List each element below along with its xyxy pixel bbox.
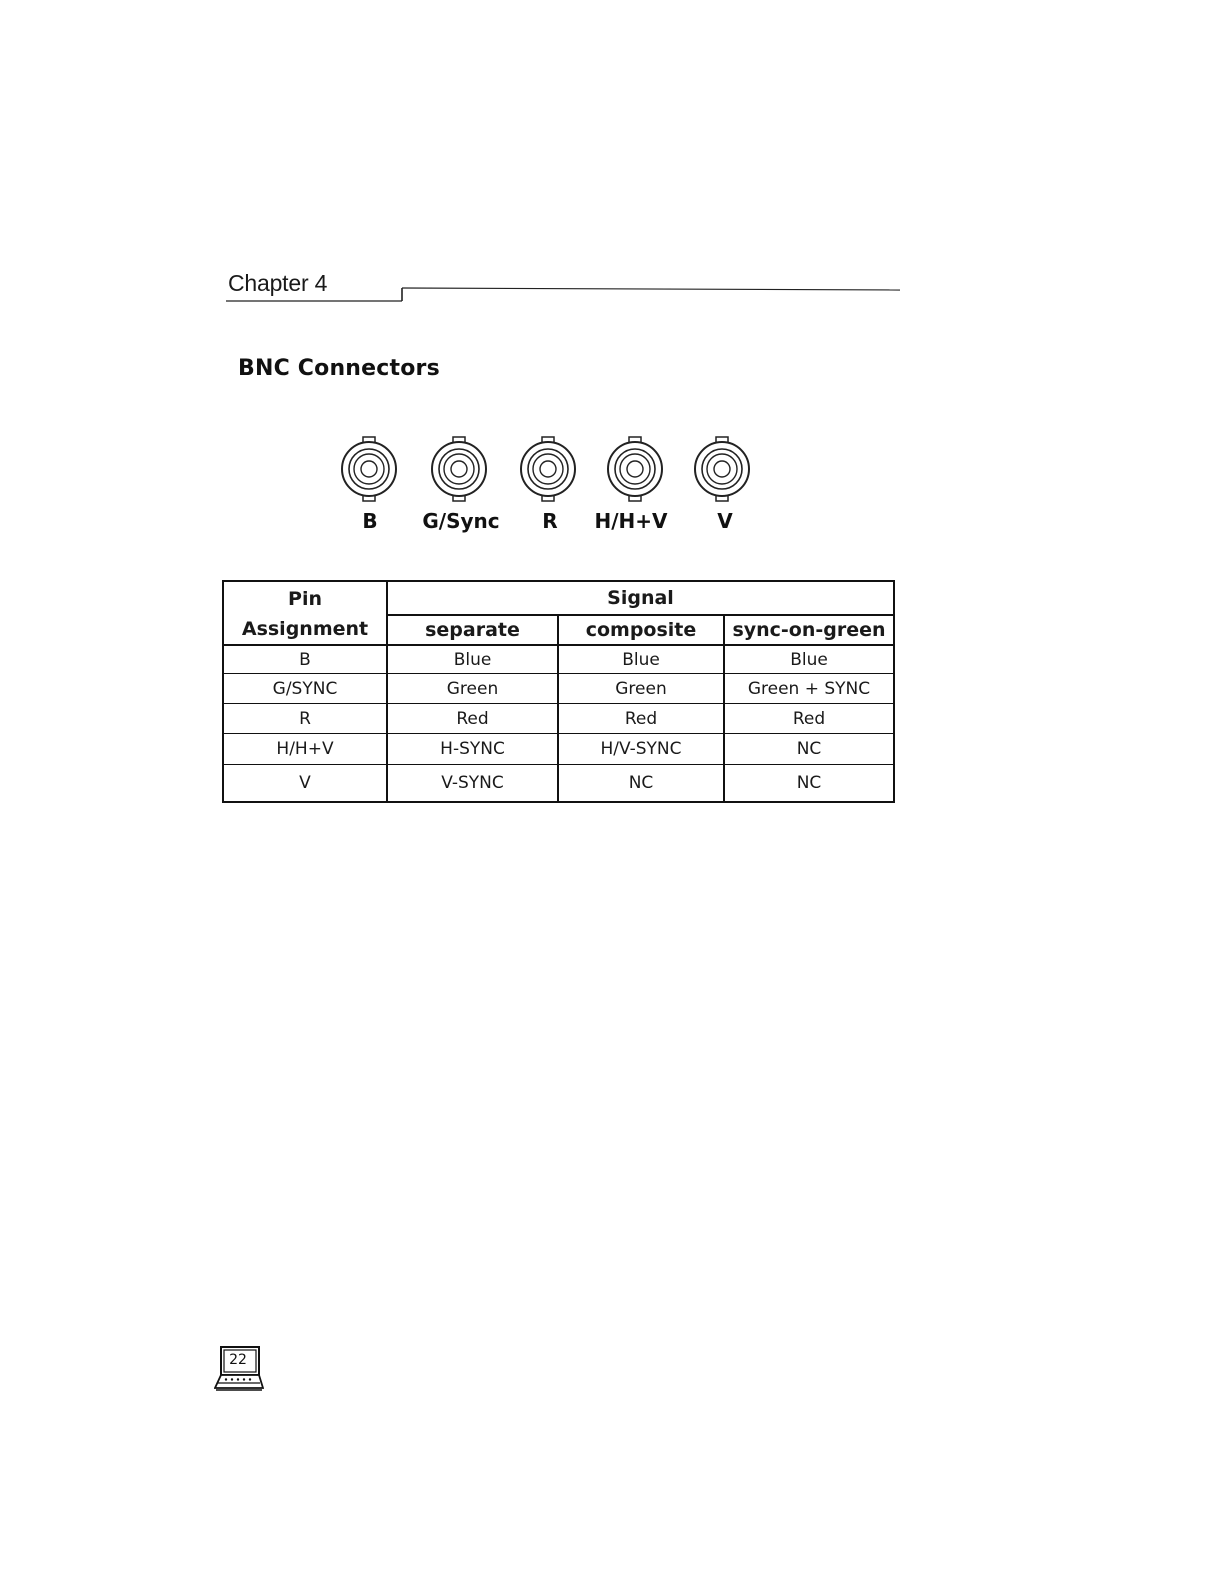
table-cell-composite: H/V-SYNC [600,739,682,759]
connector-label-r: R [542,509,558,533]
table-cell-sync-on-green: NC [796,739,822,759]
pin-header-line2: Assignment [241,617,369,640]
table-cell-composite: Green [615,678,667,699]
separate-header: separate [425,619,520,641]
table-cell-separate: V-SYNC [441,773,504,793]
connector-label-g-sync: G/Sync [422,509,500,533]
table-cell-separate: H-SYNC [440,739,505,759]
table-cell-composite: Blue [622,649,660,670]
table-cell-pin: G/SYNC [272,678,338,699]
bnc-connector-h-hv-icon [600,434,670,504]
bnc-connector-g-sync-icon [424,434,494,504]
table-cell-pin: B [299,649,311,670]
section-title: BNC Connectors [238,356,440,381]
table-cell-pin: H/H+V [276,739,334,759]
table-cell-sync-on-green: Green + SYNC [747,678,871,699]
chapter-title: Chapter 4 [228,270,328,296]
connector-label-b: B [362,509,378,533]
table-cell-sync-on-green: Red [792,708,826,729]
table-cell-separate: Blue [453,649,492,670]
pin-assignment-table [222,580,895,803]
bnc-connector-b-icon [334,434,404,504]
sync-on-green-header: sync-on-green [732,619,886,641]
pin-header-line1: Pin [288,587,322,610]
signal-header: Signal [607,587,674,609]
table-cell-separate: Red [456,708,489,729]
table-cell-sync-on-green: Blue [790,649,828,670]
bnc-connector-r-icon [513,434,583,504]
table-cell-composite: Red [624,708,658,729]
composite-header: composite [585,619,697,641]
connector-label-v: V [717,509,733,533]
table-cell-pin: V [299,773,311,793]
connector-label-h-hv: H/H+V [594,509,668,533]
chapter-header [226,268,900,308]
table-cell-composite: NC [628,773,654,793]
table-cell-sync-on-green: NC [796,773,822,793]
page-number: 22 [229,1352,247,1368]
bnc-connector-v-icon [687,434,757,504]
table-cell-separate: Green [446,678,499,699]
table-cell-pin: R [299,708,311,729]
